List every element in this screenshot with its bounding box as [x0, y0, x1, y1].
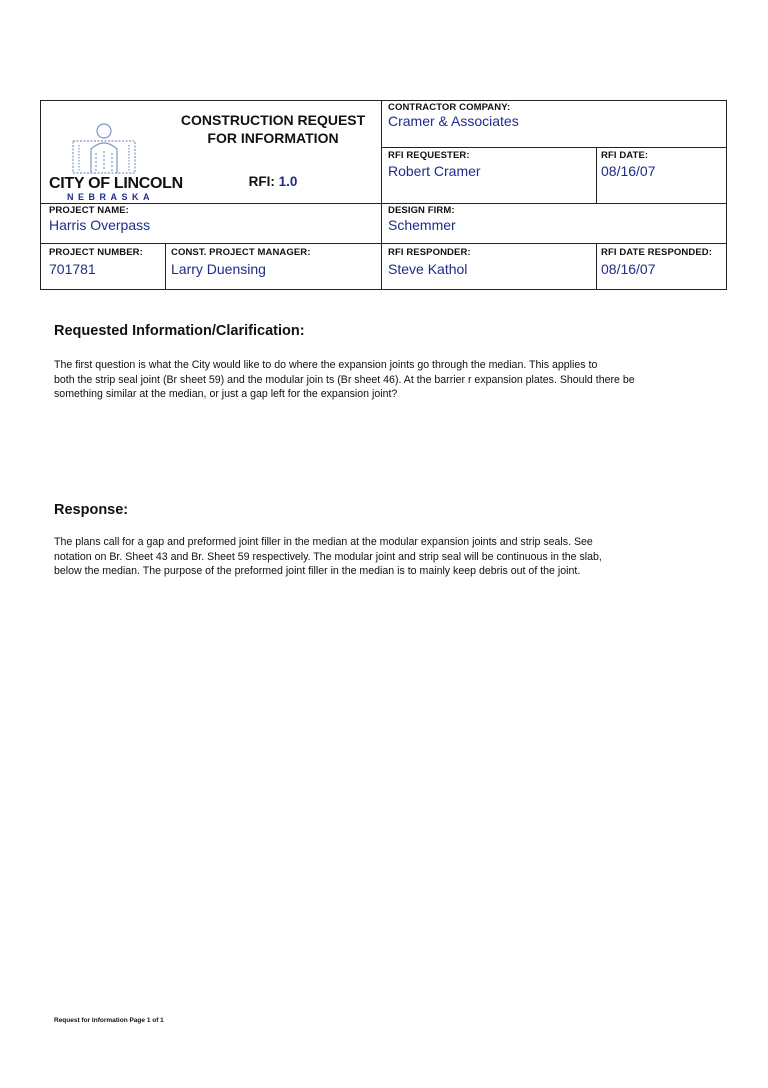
design-firm-value: Schemmer	[388, 217, 456, 233]
requested-info-line: The first question is what the City would like to do where the expansion joints go through the median. This applies to	[54, 359, 598, 371]
header-title-divider	[381, 101, 382, 203]
const-project-manager-value: Larry Duensing	[171, 261, 266, 277]
response-heading: Response:	[54, 502, 129, 518]
rfi-responder-value: Steve Kathol	[388, 261, 468, 277]
response-line: notation on Br. Sheet 43 and Br. Sheet 59 respectively. The modular joint and strip seal will be continuous in the slab,	[54, 550, 602, 563]
rfi-responder-label: RFI RESPONDER:	[388, 247, 471, 258]
requested-info-body	[54, 358, 754, 402]
row3-divider-1	[165, 243, 166, 290]
response-line: below the median. The purpose of the preformed joint filler in the median is to mainly keep debris out of the joint.	[54, 565, 581, 577]
requested-info-heading: Requested Information/Clarification:	[54, 323, 305, 339]
design-firm-label: DESIGN FIRM:	[388, 205, 455, 216]
form-title-line-2: FOR INFORMATION	[207, 130, 339, 146]
response-body	[54, 535, 754, 579]
logo-state-text: NEBRASKA	[67, 192, 155, 202]
row3-divider-3	[596, 243, 597, 290]
rfi-date-responded-label: RFI DATE RESPONDED:	[601, 247, 712, 258]
city-of-lincoln-logo	[49, 119, 183, 207]
contractor-bottom-rule	[381, 147, 727, 148]
lincoln-memorial-statue-icon	[69, 119, 139, 175]
row3-divider-2	[381, 243, 382, 290]
project-number-label: PROJECT NUMBER:	[49, 247, 143, 258]
logo-city-text: CITY OF LINCOLN	[49, 175, 183, 192]
project-number-value: 701781	[49, 261, 96, 277]
form-title-line-1: CONSTRUCTION REQUEST	[180, 112, 366, 128]
rfi-number	[165, 174, 381, 189]
rfi-date-label: RFI DATE:	[601, 150, 649, 161]
rfi-date-value: 08/16/07	[601, 163, 656, 179]
name-design-divider	[381, 203, 382, 243]
rfi-date-responded-value: 08/16/07	[601, 261, 656, 277]
rfi-form-table	[40, 100, 727, 290]
requested-info-line: both the strip seal joint (Br sheet 59) and the modular join ts (Br sheet 46). At the barrier r expansion plates. Should there be	[54, 373, 635, 386]
rfi-number-value: 1.0	[278, 174, 298, 189]
page-footer: Request for Information Page 1 of 1	[54, 1017, 164, 1024]
requested-info-line: something similar at the median, or just a gap left for the expansion joint?	[54, 388, 398, 400]
rfi-number-label: RFI:	[248, 174, 275, 189]
contractor-company-value: Cramer & Associates	[388, 113, 519, 129]
project-name-value: Harris Overpass	[49, 217, 151, 233]
requester-date-divider	[596, 147, 597, 203]
contractor-company-label: CONTRACTOR COMPANY:	[388, 102, 511, 113]
form-title	[165, 111, 381, 147]
rfi-requester-label: RFI REQUESTER:	[388, 150, 470, 161]
project-name-label: PROJECT NAME:	[49, 205, 129, 216]
row2-bottom-rule	[41, 243, 727, 244]
response-line: The plans call for a gap and preformed joint filler in the median at the modular expansion joints and strip seals. See	[54, 536, 593, 548]
rfi-requester-value: Robert Cramer	[388, 163, 481, 179]
const-project-manager-label: CONST. PROJECT MANAGER:	[171, 247, 311, 258]
